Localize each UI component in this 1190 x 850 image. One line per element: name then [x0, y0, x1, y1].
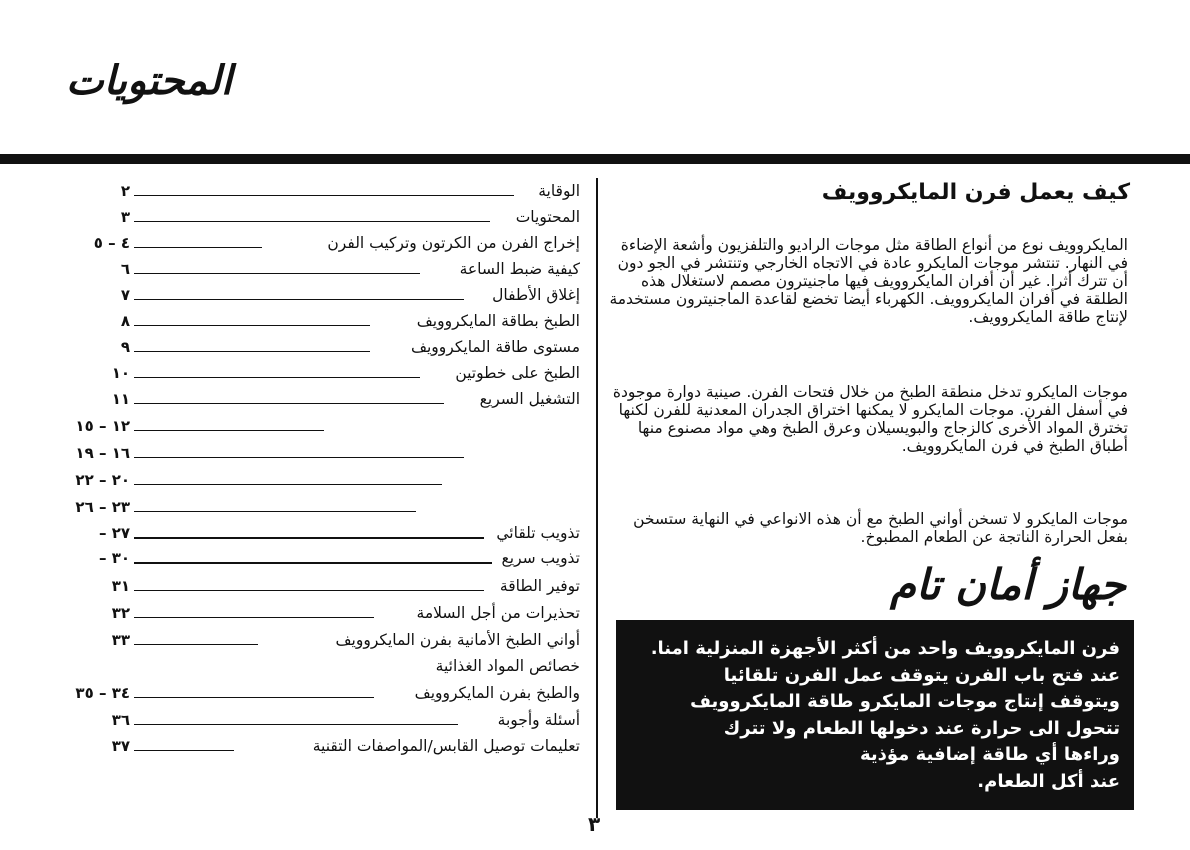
toc-row [84, 259, 580, 281]
toc-leader-line [134, 644, 258, 645]
toc-pages: ١٠ [111, 364, 130, 382]
toc-row [75, 683, 580, 705]
toc-row [84, 603, 580, 625]
toc-leader-line [134, 537, 484, 539]
toc-leader-line [134, 697, 374, 698]
toc-label: تحذيرات من أجل السلامة [416, 604, 580, 622]
toc-row [84, 285, 580, 307]
toc-label: المحتويات [515, 208, 580, 226]
toc-row [84, 207, 580, 229]
toc-row [84, 523, 580, 545]
toc-row [84, 363, 580, 385]
toc-pages: ٣٢ [111, 604, 130, 622]
toc-label: أواني الطبخ الأمانية بفرن المايكروويف [335, 631, 580, 649]
toc-row [84, 736, 580, 758]
safety-heading: جهاز أمان تام [890, 560, 1126, 609]
toc-label: الطبخ على خطوتين [455, 364, 580, 382]
safety-line: عند أكل الطعام. [977, 770, 1120, 792]
toc-leader-line [134, 617, 374, 618]
toc-pages: ٣٦ [111, 711, 130, 729]
toc-leader-line [134, 457, 464, 458]
toc-leader-line [134, 562, 492, 564]
toc-pages: ٢٧ – [98, 524, 130, 542]
safety-line: ويتوقف إنتاج موجات المايكرو طاقة المايكروويف [690, 691, 1120, 712]
toc-label: إغلاق الأطفال [492, 286, 580, 304]
toc-label: خصائص المواد الغذائية [435, 657, 580, 675]
header-rule [0, 154, 1190, 164]
toc-leader-line [134, 273, 420, 274]
toc-pages: ١٢ – ١٥ [75, 417, 130, 435]
toc-leader-line [134, 325, 370, 326]
safety-line: عند فتح باب الفرن يتوقف عمل الفرن تلقائيا [723, 664, 1120, 686]
page-number: ٣ [588, 812, 601, 836]
toc-pages: ٢٠ – ٢٢ [75, 471, 130, 489]
toc-pages: ٣٤ – ٣٥ [75, 684, 130, 702]
toc-leader-line [134, 247, 262, 248]
toc-leader-line [134, 221, 490, 222]
toc-label: إخراج الفرن من الكرتون وتركيب الفرن [327, 234, 580, 252]
toc-row [84, 710, 580, 732]
toc-leader-line [134, 430, 324, 431]
paragraph-3: موجات المايكرو لا تسخن أواني الطبخ مع أن هذه الانواعي في النهاية ستسخن بفعل الحرارة الناتجة عن الطعام المطبوخ. [633, 510, 1128, 546]
toc-pages: ٣ [120, 208, 130, 226]
safety-line: فرن المايكروويف واحد من أكثر الأجهزة المنزلية امنا. [650, 638, 1120, 659]
toc-pages: ١٦ – ١٩ [75, 444, 130, 462]
toc-label: التشغيل السريع [479, 390, 580, 408]
toc-leader-line [134, 511, 416, 512]
toc-row [84, 181, 580, 203]
toc-pages: ٩ [120, 338, 130, 356]
toc-pages: ٣١ [111, 577, 130, 595]
toc-row [84, 389, 580, 411]
toc-row [75, 443, 580, 465]
toc-pages: ٢٣ – ٢٦ [75, 498, 130, 516]
toc-pages: ٣٧ [111, 737, 130, 755]
toc-row [84, 233, 580, 255]
toc-label: توفير الطاقة [499, 577, 580, 595]
toc-label: تعليمات توصيل القابس/المواصفات التقنية [312, 737, 580, 755]
toc-leader-line [134, 403, 444, 404]
toc-row [84, 630, 580, 652]
toc-row [75, 470, 580, 492]
toc-leader-line [134, 351, 370, 352]
toc-row [84, 311, 580, 333]
toc-pages: ٦ [120, 260, 130, 278]
toc-leader-line [134, 750, 234, 751]
toc-label: الوقاية [538, 182, 580, 200]
toc-label: مستوى طاقة المايكروويف [410, 338, 580, 356]
toc-pages: ٣٠ – [98, 549, 130, 567]
toc-pages: ٨ [120, 312, 130, 330]
toc-pages: ١١ [111, 390, 130, 408]
toc-row [75, 416, 580, 438]
toc-row [75, 497, 580, 519]
toc-pages: ٣٣ [111, 631, 130, 649]
toc-row [84, 656, 580, 678]
toc-leader-line [134, 590, 484, 591]
paragraph-2: موجات المايكرو تدخل منطقة الطبخ من خلال فتحات الفرن. صينية دوارة موجودة في أسفل الفرن. موجات المايكرو لا يمكنها اختراق الجدران المعدنية للفرن لكنها تخترق المواد الأخرى كالزجاج والبويسيلان وعرق الطبخ وهي مواد مصنوع منها أطباق الطبخ في فرن المايكروويف. [612, 383, 1128, 455]
page-title: المحتويات [66, 58, 232, 104]
toc-row [84, 576, 580, 598]
toc-pages: ٤ – ٥ [93, 234, 130, 252]
toc-leader-line [134, 195, 514, 196]
safety-box [616, 620, 1134, 810]
toc-label: أسئلة وأجوبة [497, 711, 580, 729]
toc-leader-line [134, 724, 458, 725]
section-title-how-it-works: كيف يعمل فرن المايكروويف [821, 180, 1130, 205]
toc-pages: ٢ [120, 182, 130, 200]
toc-row [84, 337, 580, 359]
toc-label: كيفية ضبط الساعة [459, 260, 580, 278]
toc-label: تذويب تلقائي [496, 524, 580, 542]
column-divider [596, 178, 598, 818]
toc-pages: ٧ [120, 286, 130, 304]
toc-row [84, 548, 580, 570]
toc-label: تذويب سريع [501, 549, 580, 567]
toc-leader-line [134, 377, 420, 378]
toc-label: والطبخ بفرن المايكروويف [414, 684, 580, 702]
toc-leader-line [134, 484, 442, 485]
toc-label: الطبخ بطاقة المايكروويف [416, 312, 580, 330]
paragraph-1: المايكروويف نوع من أنواع الطاقة مثل موجات الراديو والتلفزيون وأشعة الإضاءة في النهار. تنتشر موجات المايكرو عادة في الاتجاه الخارجي وتنتشر في الجو دون أن تترك أثرا. غير أن أفران المايكروويف فيها ماجنيترون مصمم لاستغلال هذه الطلقة في أفران المايكروويف. الكهرباء أيضا تخضع لقاعدة الماجنيترون مستخدمة لإنتاج طاقة المايكروويف. [609, 236, 1128, 326]
toc-leader-line [134, 299, 464, 300]
safety-line: وراءها أي طاقة إضافية مؤذية [859, 744, 1120, 765]
safety-line: تتحول الى حرارة عند دخولها الطعام ولا تترك [723, 717, 1120, 739]
